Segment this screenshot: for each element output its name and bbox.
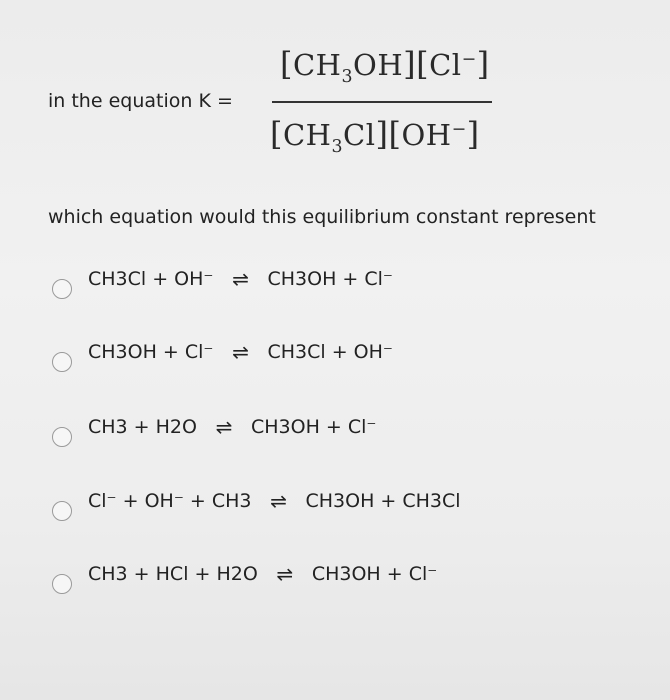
radio-button[interactable] <box>52 427 72 447</box>
option-left: CH3 + H2O <box>88 416 197 438</box>
equilibrium-arrow-icon: ⇌ <box>232 340 249 364</box>
option-left: CH3Cl + OH⁻ <box>88 268 214 290</box>
answer-option-4[interactable] <box>52 484 461 518</box>
answer-option-5[interactable] <box>52 557 437 591</box>
k-numerator: $[CH_3OH][Cl^-]$ <box>280 45 490 87</box>
option-right: CH3OH + Cl⁻ <box>311 563 438 585</box>
radio-button[interactable] <box>52 574 72 594</box>
equilibrium-arrow-icon: ⇌ <box>276 562 294 586</box>
option-right: CH3OH + Cl⁻ <box>267 268 393 290</box>
option-left: Cl⁻ + OH⁻ + CH3 <box>88 490 252 512</box>
option-right: CH3OH + CH3Cl <box>305 490 461 512</box>
radio-button[interactable] <box>52 352 72 372</box>
option-left: CH3 + HCl + H2O <box>88 563 258 585</box>
answer-option-2[interactable] <box>52 335 393 369</box>
option-right: CH3Cl + OH⁻ <box>267 341 393 363</box>
fraction-bar <box>272 101 492 103</box>
answer-option-3[interactable] <box>52 410 376 444</box>
equation-intro-label: in the equation K = <box>48 90 233 112</box>
radio-button[interactable] <box>52 501 72 521</box>
equilibrium-arrow-icon: ⇌ <box>232 267 249 291</box>
equilibrium-arrow-icon: ⇌ <box>270 489 287 513</box>
question-text: which equation would this equilibrium constant represent <box>48 206 596 228</box>
answer-option-1[interactable] <box>52 262 393 296</box>
radio-button[interactable] <box>52 279 72 299</box>
option-right: CH3OH + Cl⁻ <box>250 416 377 438</box>
k-denominator: $[CH_3Cl][OH^-]$ <box>270 115 480 157</box>
option-left: CH3OH + Cl⁻ <box>88 341 214 363</box>
equilibrium-arrow-icon: ⇌ <box>215 415 233 439</box>
